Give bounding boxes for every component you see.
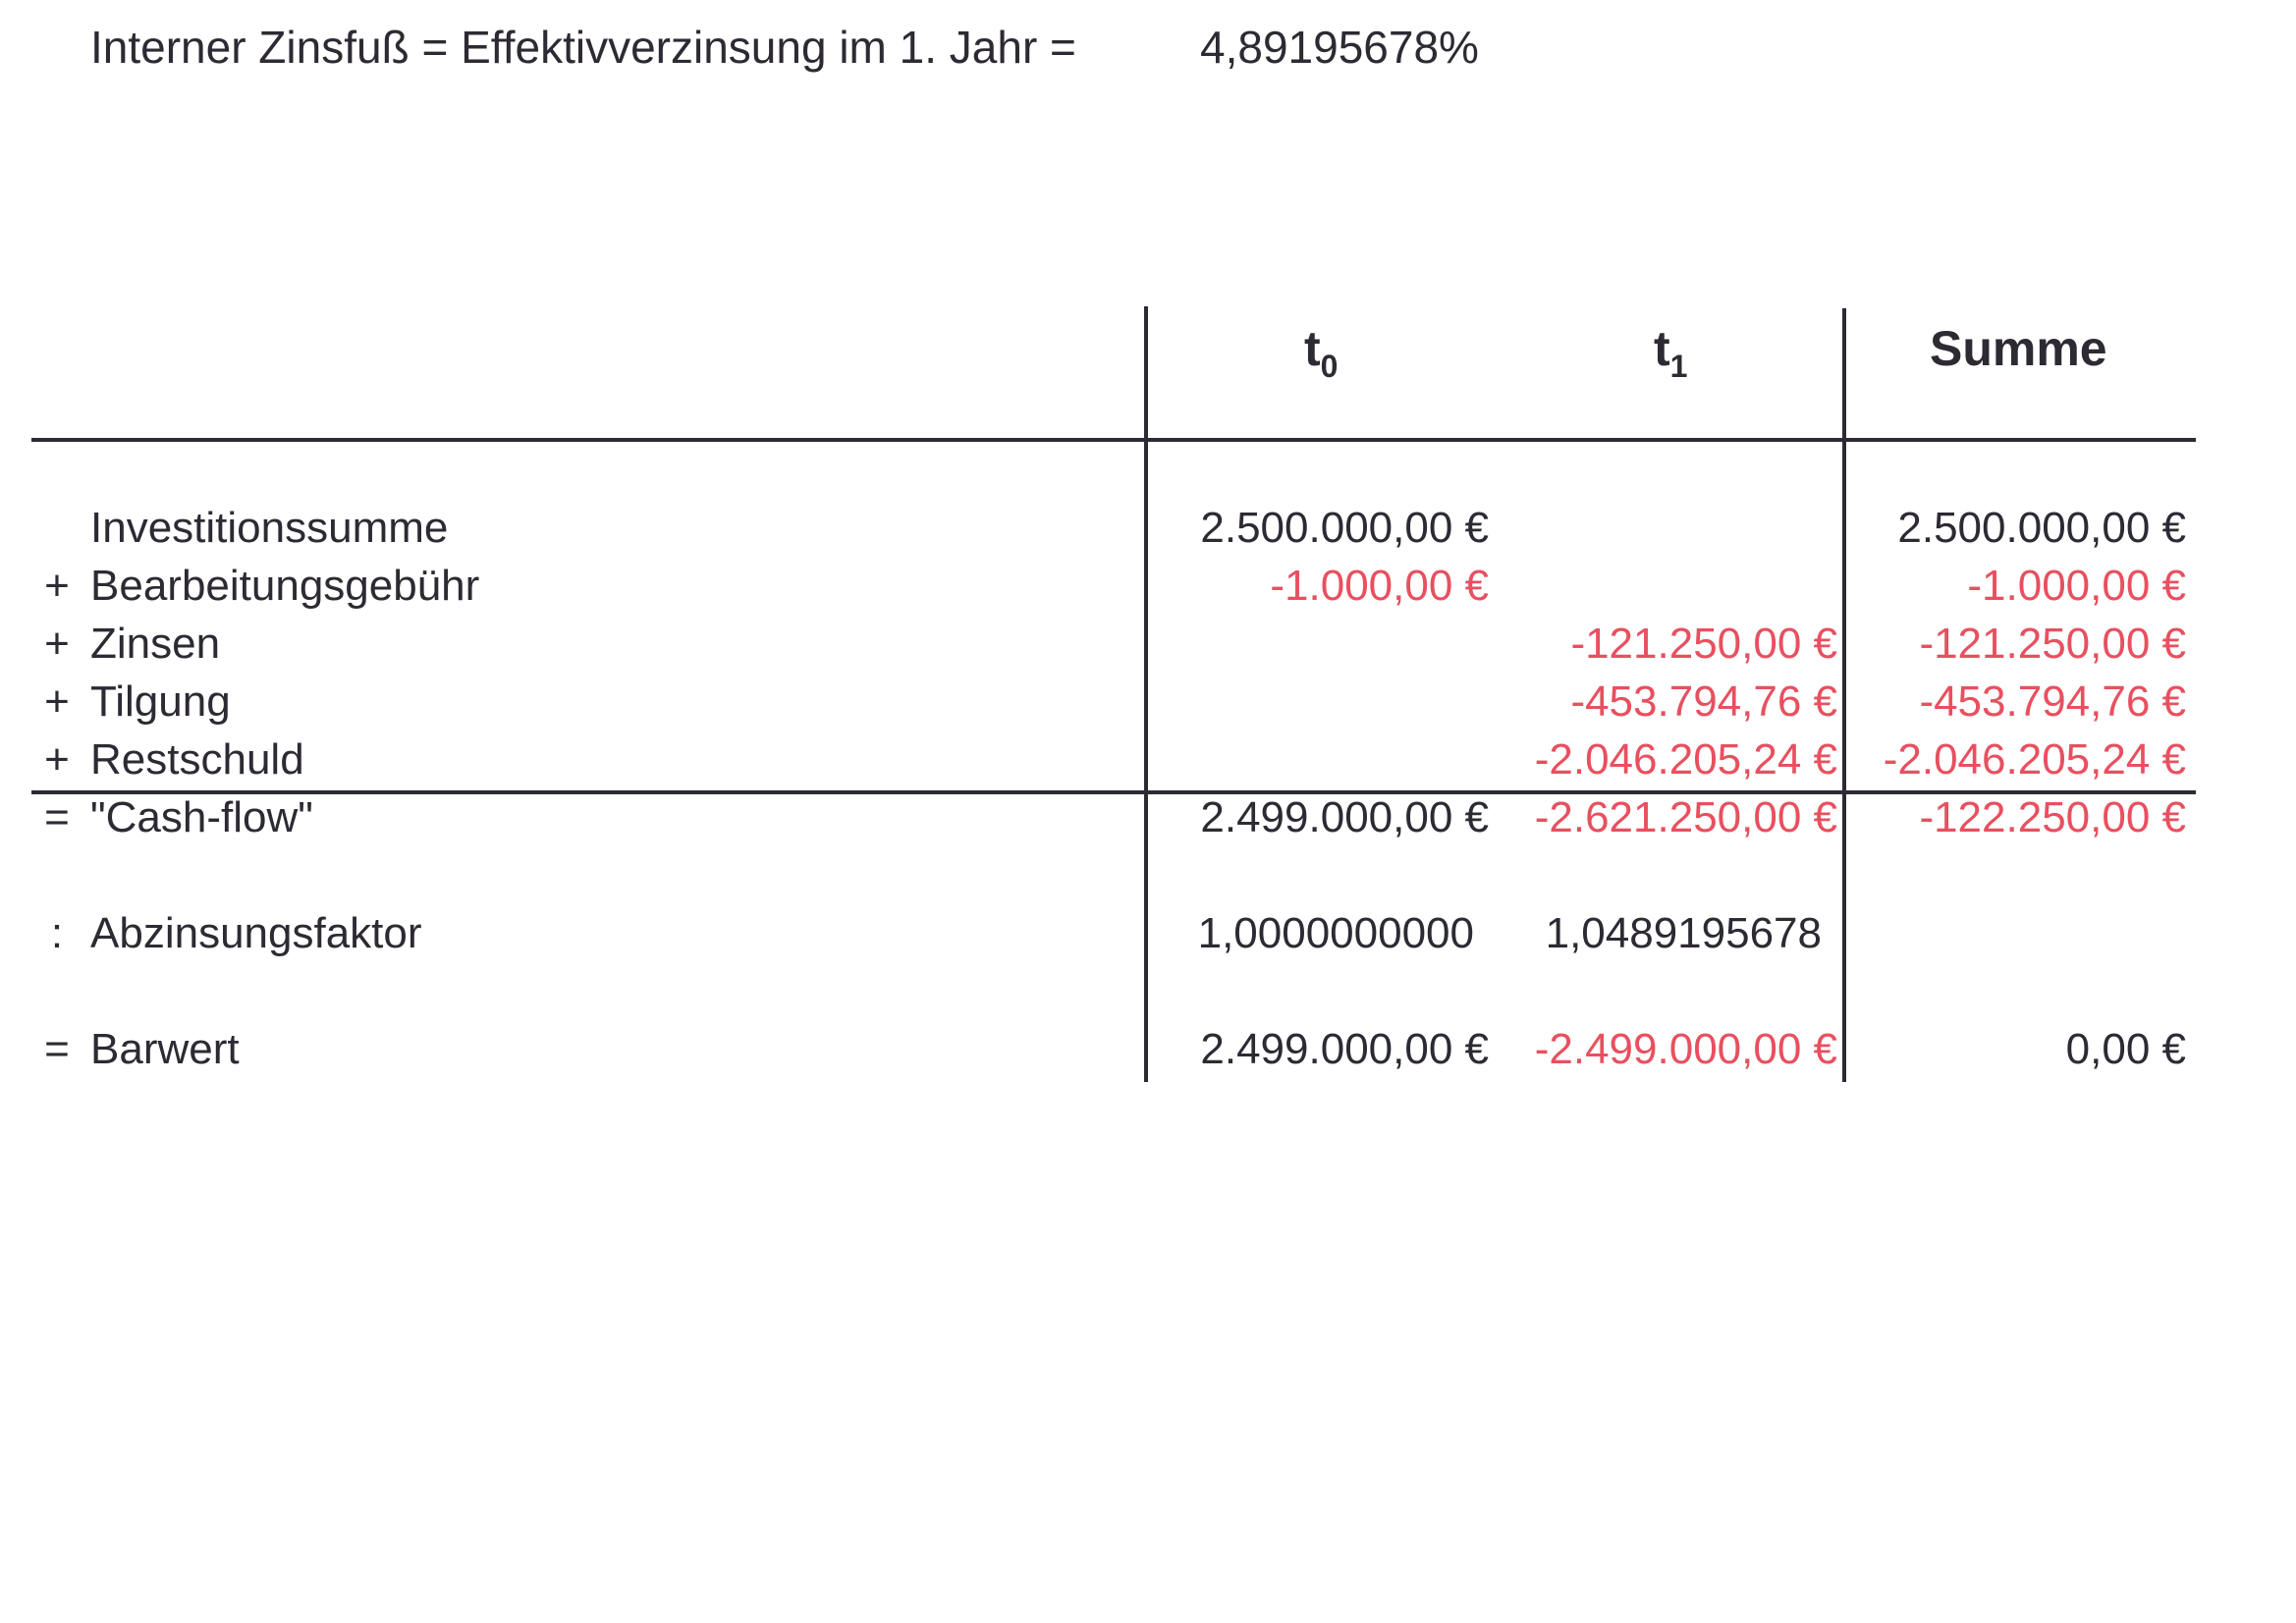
cell-summe: 2.500.000,00 €: [1897, 504, 2186, 552]
row-label: Restschuld: [90, 735, 304, 784]
row-label: "Cash-flow": [90, 793, 313, 841]
row-operator: +: [44, 677, 70, 726]
row-cash-flow: [0, 788, 2296, 847]
row-tilgung: [0, 673, 2296, 731]
cell-t0: 1,0000000000: [1197, 909, 1474, 957]
irr-value: 4,89195678%: [1200, 22, 1479, 73]
row-label: Abzinsungsfaktor: [90, 909, 422, 957]
row-label: Zinsen: [90, 620, 221, 668]
row-investitionssumme: [0, 499, 2296, 558]
row-label: Investitionssumme: [90, 504, 449, 552]
cell-t1: -2.046.205,24 €: [1534, 735, 1837, 784]
row-label: Tilgung: [90, 677, 231, 726]
row-operator: +: [44, 735, 70, 784]
cell-t1: -453.794,76 €: [1570, 677, 1837, 726]
cell-t1: -2.621.250,00 €: [1534, 793, 1837, 841]
cell-t1: 1,0489195678: [1545, 909, 1822, 957]
column-header-t0: $t_0$: [1304, 321, 1339, 384]
cell-t0: 2.499.000,00 €: [1200, 1025, 1489, 1073]
irr-label: Interner Zinsfuß = Effektivverzinsung im 1. Jahr =: [90, 22, 1076, 73]
row-zinsen: [0, 615, 2296, 674]
row-label: Bearbeitungsgebühr: [90, 562, 480, 610]
column-header-summe: Summe: [1930, 321, 2107, 376]
cell-summe: 0,00 €: [2065, 1025, 2186, 1073]
cell-t1: -2.499.000,00 €: [1534, 1025, 1837, 1073]
row-restschuld: [0, 730, 2296, 789]
row-operator: +: [44, 562, 70, 610]
cell-t0: 2.500.000,00 €: [1200, 504, 1489, 552]
row-operator: :: [50, 909, 64, 957]
row-bearbeitungsgebuehr: [0, 557, 2296, 616]
cell-t1: -121.250,00 €: [1570, 620, 1837, 668]
cell-summe: -121.250,00 €: [1919, 620, 2186, 668]
row-operator: +: [44, 620, 70, 668]
row-operator: =: [44, 793, 70, 841]
row-label: Barwert: [90, 1025, 240, 1073]
column-header-t1: $t_1$: [1654, 321, 1688, 384]
cell-t0: -1.000,00 €: [1270, 562, 1489, 610]
row-operator: =: [44, 1025, 70, 1073]
cell-t0: 2.499.000,00 €: [1200, 793, 1489, 841]
cell-summe: -2.046.205,24 €: [1883, 735, 2186, 784]
header-rule: [31, 438, 2196, 442]
cell-summe: -453.794,76 €: [1919, 677, 2186, 726]
cell-summe: -122.250,00 €: [1919, 793, 2186, 841]
row-barwert: [0, 1020, 2296, 1079]
row-abzinsungsfaktor: [0, 904, 2296, 963]
cell-summe: -1.000,00 €: [1967, 562, 2186, 610]
